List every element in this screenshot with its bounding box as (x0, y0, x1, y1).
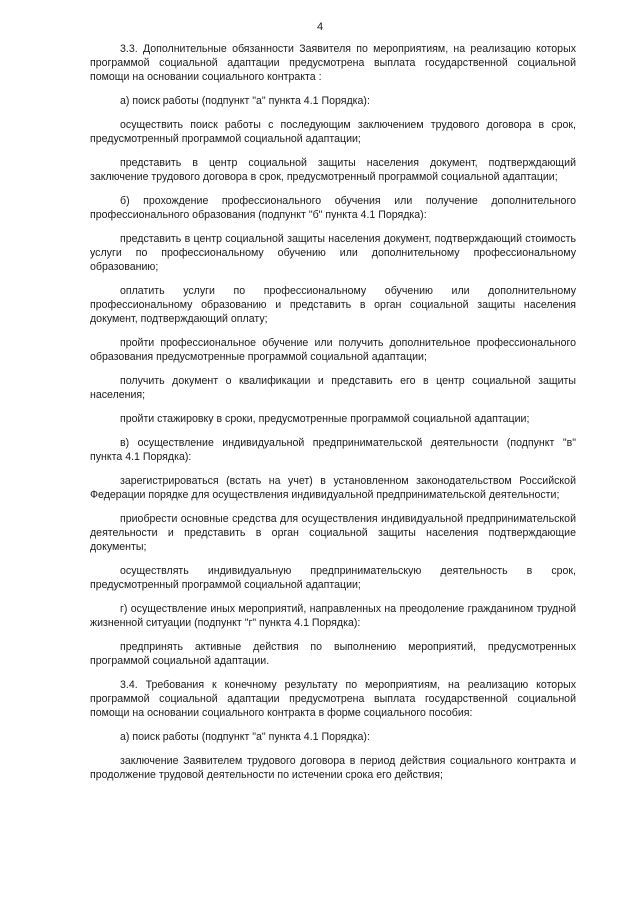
paragraph: заключение Заявителем трудового договора в период действия социального контракта и продолжение трудовой деятельности по истечении срока его действия; (90, 755, 576, 781)
paragraph: зарегистрироваться (встать на учет) в установленном законодательством Российской Федерации порядке для осуществления индивидуальной предпринимательской деятельности; (90, 475, 576, 501)
paragraph: пройти профессиональное обучение или получить дополнительное профессионального образования предусмотренные программой социальной адаптации; (90, 337, 576, 363)
paragraph: осуществлять индивидуальную предпринимательскую деятельность в срок, предусмотренный программой социальной адаптации; (90, 565, 576, 591)
paragraph-job-search-heading: а) поиск работы (подпункт "а" пункта 4.1 Порядка): (120, 95, 370, 107)
paragraph-3-4: 3.4. Требования к конечному результату по мероприятиям, на реализацию которых программой социальной адаптации предусмотрена выплата государственной социальной помощи на основании социального контракта в форме социального пособия: (90, 679, 576, 719)
paragraph: приобрести основные средства для осуществления индивидуальной предпринимательской деятельности и представить в орган социальной защиты населения подтверждающие документы; (90, 513, 576, 553)
paragraph: осуществить поиск работы с последующим заключением трудового договора в срок, предусмотренный программой социальной адаптации; (90, 119, 576, 145)
paragraph: получить документ о квалификации и представить его в центр социальной защиты населения; (90, 375, 576, 401)
paragraph: представить в центр социальной защиты населения документ, подтверждающий стоимость услуги по профессиональному обучению или дополнительному профессиональному образованию; (90, 233, 576, 273)
page-number: 4 (316, 21, 324, 33)
paragraph: оплатить услуги по профессиональному обучению или дополнительному профессиональному образованию и представить в орган социальной защиты населения документ, подтверждающий оплату; (90, 285, 576, 325)
paragraph-entrepreneurship-heading: в) осуществление индивидуальной предпринимательской деятельности (подпункт "в" пункта 4.1 Порядка): (90, 437, 576, 463)
paragraph: пройти стажировку в сроки, предусмотренные программой социальной адаптации; (120, 413, 530, 425)
paragraph: предпринять активные действия по выполнению мероприятий, предусмотренных программой социальной адаптации. (90, 641, 576, 667)
paragraph-job-search-heading-2: а) поиск работы (подпункт "а" пункта 4.1 Порядка): (120, 731, 370, 743)
paragraph-3-3: 3.3. Дополнительные обязанности Заявителя по мероприятиям, на реализацию которых программой социальной адаптации предусмотрена выплата государственной социальной помощи на основании социального контракта : (90, 43, 576, 83)
paragraph-training-heading: б) прохождение профессионального обучения или получение дополнительного профессионального образования (подпункт "б" пункта 4.1 Порядка): (90, 195, 576, 221)
paragraph-other-measures-heading: г) осуществление иных мероприятий, направленных на преодоление гражданином трудной жизненной ситуации (подпункт "г" пункта 4.1 Порядка): (90, 603, 576, 629)
document-body (90, 42, 576, 782)
paragraph: представить в центр социальной защиты населения документ, подтверждающий заключение трудового договора в срок, предусмотренный программой социальной адаптации; (90, 157, 576, 183)
